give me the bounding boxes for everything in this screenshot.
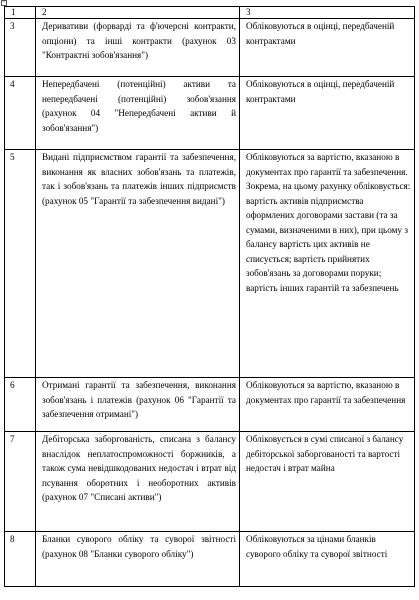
row-accounting-method: Обліковуються в оцінці, передбаченій контрактами xyxy=(240,19,415,77)
table-anchor-icon[interactable]: + xyxy=(2,0,6,5)
row-number: 8 xyxy=(5,532,36,587)
header-cell-2: 2 xyxy=(36,7,240,19)
row-description: Видані підприємством гарантії та забезпечення, виконання як власних зобов'язань та платежів, так і зобов'язань та платежів інших підприємств (рахунок 05 "Гарантії та забезпечення видані") xyxy=(36,150,240,378)
row-number: 3 xyxy=(5,19,36,77)
row-number: 5 xyxy=(5,150,36,378)
row-number: 4 xyxy=(5,77,36,150)
row-description: Дебіторська заборгованість, списана з балансу внаслідок неплатоспроможності боржників, а також сума невідшкодованих недостач і втрат від псування оборотних і необоротних активів (рахунок 07 "Списані активи") xyxy=(36,432,240,532)
table-row xyxy=(5,19,415,77)
header-cell-3: 3 xyxy=(240,7,415,19)
row-description: Непередбачені (потенційні) активи та непередбачені (потенційні) зобов'язання (рахунок 04 "Непередбачені активи й зобов'язання") xyxy=(36,77,240,150)
row-description: Отримані гарантії та забезпечення, виконання зобов'язань і платежів (рахунок 06 "Гарантії та забезпечення отримані") xyxy=(36,378,240,432)
row-number: 6 xyxy=(5,378,36,432)
table-row xyxy=(5,150,415,378)
row-number: 7 xyxy=(5,432,36,532)
row-accounting-method: Обліковується в сумі списаної з балансу дебіторської заборгованості та вартості недостач і втрат майна xyxy=(240,432,415,532)
table-row xyxy=(5,77,415,150)
table-row xyxy=(5,532,415,587)
table-row xyxy=(5,378,415,432)
table-row xyxy=(5,432,415,532)
header-cell-1: 1 xyxy=(5,7,36,19)
row-description: Бланки суворого обліку та суворої звітності (рахунок 08 "Бланки суворого обліку") xyxy=(36,532,240,587)
row-description: Деривативи (форварді та ф'ючерсні контракти, опціони) та інші контракти (рахунок 03 "Контрактні зобов'язання") xyxy=(36,19,240,77)
row-accounting-method: Обліковуються за вартістю, вказаною в документах про гарантії та забезпечення xyxy=(240,378,415,432)
table-header-row xyxy=(5,7,415,19)
row-accounting-method: Обліковуються за вартістю, вказаною в документах про гарантії та забезпечення. Зокрема, на цьому рахунку обліковується: вартість активів підприємства оформлених договорами застави (та за сумами, визначеними в них), при цьому з балансу вартість цих активів не списується; вартість прийнятих зобов'язань за договорами поруки; вартість інших гарантій та забезпечень xyxy=(240,150,415,378)
row-accounting-method: Обліковуються за цінами бланків суворого обліку та суворої звітності xyxy=(240,532,415,587)
row-accounting-method: Обліковуються в оцінці, передбаченій контрактами xyxy=(240,77,415,150)
accounts-table xyxy=(4,6,415,587)
